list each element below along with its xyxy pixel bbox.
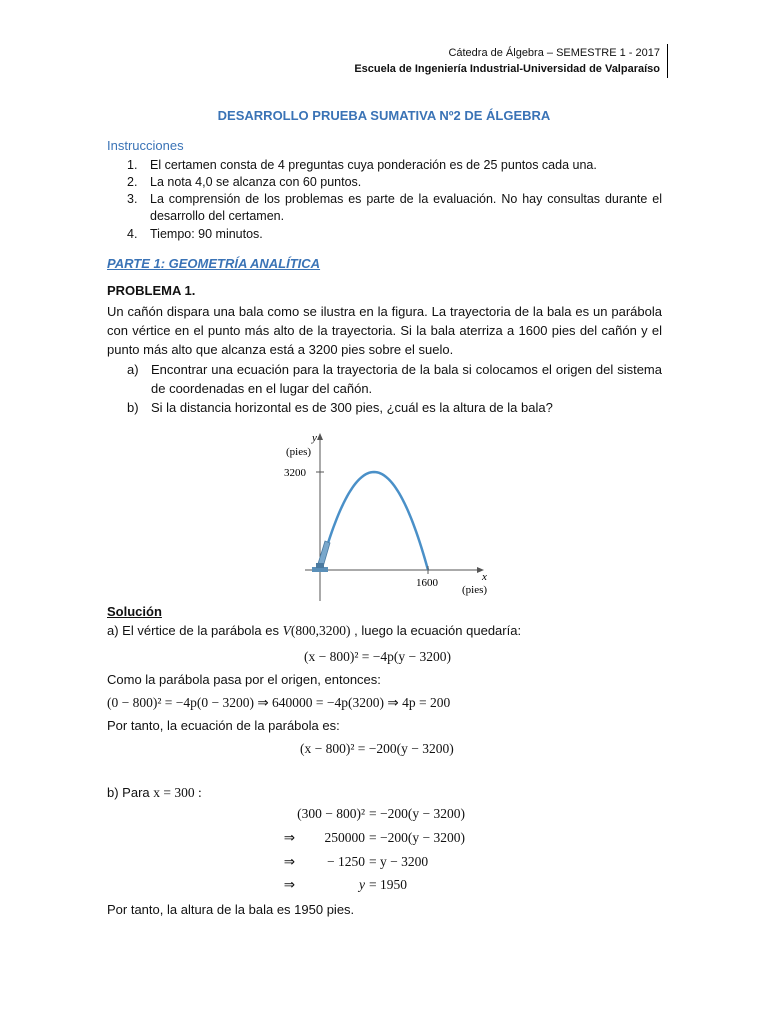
part-b-label: b) (127, 400, 139, 415)
header-divider (667, 44, 668, 78)
trajectory-curve (320, 472, 428, 570)
instruction-number: 4. (127, 227, 138, 241)
vertex-notation: V(800,3200) (282, 623, 351, 638)
step-arrow: ⇒ (283, 877, 295, 892)
x-tick-label: 1600 (416, 577, 438, 589)
solution-b-intro (107, 785, 202, 801)
conclusion-a: Por tanto, la ecuación de la parábola es: (107, 718, 340, 733)
y-axis-arrow (317, 433, 323, 440)
solution-heading: Solución (107, 604, 162, 619)
trajectory-figure (270, 425, 510, 605)
solution-a-text: a) El vértice de la parábola es (107, 623, 279, 638)
step-lhs: y (359, 877, 365, 892)
part-b-text: Si la distancia horizontal es de 300 pies, ¿cuál es la altura de la bala? (151, 400, 553, 415)
equation-1: (x − 800)² = −4p(y − 3200) (304, 649, 451, 664)
vertex-coords: (800,3200) (290, 623, 351, 638)
x-axis-unit: (pies) (462, 584, 488, 596)
part-a-label: a) (127, 362, 139, 377)
document-title: DESARROLLO PRUEBA SUMATIVA Nº2 DE ÁLGEBRA (217, 108, 551, 123)
cannon-icon (312, 541, 330, 572)
b-condition: x = 300 : (153, 785, 202, 800)
instruction-number: 2. (127, 175, 138, 189)
problem-statement: Un cañón dispara una bala como se ilustra en la figura. La trayectoria de la bala es un parábola con vértice en el punto más alto de la trayectoria. Si la bala aterriza a 1600 pies del cañón y el punto más alto que alcanza está a 3200 pies sobre el suelo. (107, 304, 662, 357)
header-course: Cátedra de Álgebra – SEMESTRE 1 - 2017 (448, 47, 660, 59)
instructions-heading: Instrucciones (107, 138, 184, 153)
instruction-text: Tiempo: 90 minutos. (150, 227, 263, 241)
instruction-number: 3. (127, 192, 138, 206)
conclusion-b: Por tanto, la altura de la bala es 1950 pies. (107, 902, 355, 917)
solution-a-after: , luego la ecuación quedaría: (354, 623, 522, 638)
instruction-number: 1. (127, 158, 138, 172)
step-arrow: ⇒ (283, 830, 295, 845)
solution-a-intro (107, 623, 521, 639)
step-rhs: = −200(y − 3200) (369, 806, 465, 821)
step-lhs: 250000 (324, 830, 365, 845)
instruction-text: El certamen consta de 4 preguntas cuya ponderación es de 25 puntos cada una. (150, 158, 597, 172)
part-heading: PARTE 1: GEOMETRÍA ANALÍTICA (107, 256, 321, 271)
x-axis-label: x (482, 571, 487, 583)
step-rhs: = 1950 (369, 877, 407, 892)
instruction-text: La comprensión de los problemas es parte de la evaluación. No hay consultas durante el desarrollo del certamen. (150, 192, 662, 223)
equation-2: (0 − 800)² = −4p(0 − 3200) ⇒ 640000 = −4p(3200) ⇒ 4p = 200 (107, 695, 451, 710)
problem-title: PROBLEMA 1. (107, 283, 196, 298)
y-tick-label: 3200 (284, 467, 306, 479)
step-lhs: − 1250 (327, 854, 365, 869)
origin-text: Como la parábola pasa por el origen, entonces: (107, 672, 381, 687)
part-a-text: Encontrar una ecuación para la trayectoria de la bala si colocamos el origen del sistema de coordenadas en el lugar del cañón. (151, 362, 662, 396)
step-rhs: = −200(y − 3200) (369, 830, 465, 845)
solution-b-text: b) Para (107, 785, 150, 800)
y-axis-label: y (312, 432, 317, 444)
header-school: Escuela de Ingeniería Industrial-Universidad de Valparaíso (354, 63, 660, 75)
instruction-text: La nota 4,0 se alcanza con 60 puntos. (150, 175, 362, 189)
y-axis-unit: (pies) (286, 446, 312, 458)
equation-3: (x − 800)² = −200(y − 3200) (300, 741, 454, 756)
step-lhs: (300 − 800)² (297, 806, 365, 821)
step-arrow: ⇒ (283, 854, 295, 869)
step-rhs: = y − 3200 (369, 854, 429, 869)
